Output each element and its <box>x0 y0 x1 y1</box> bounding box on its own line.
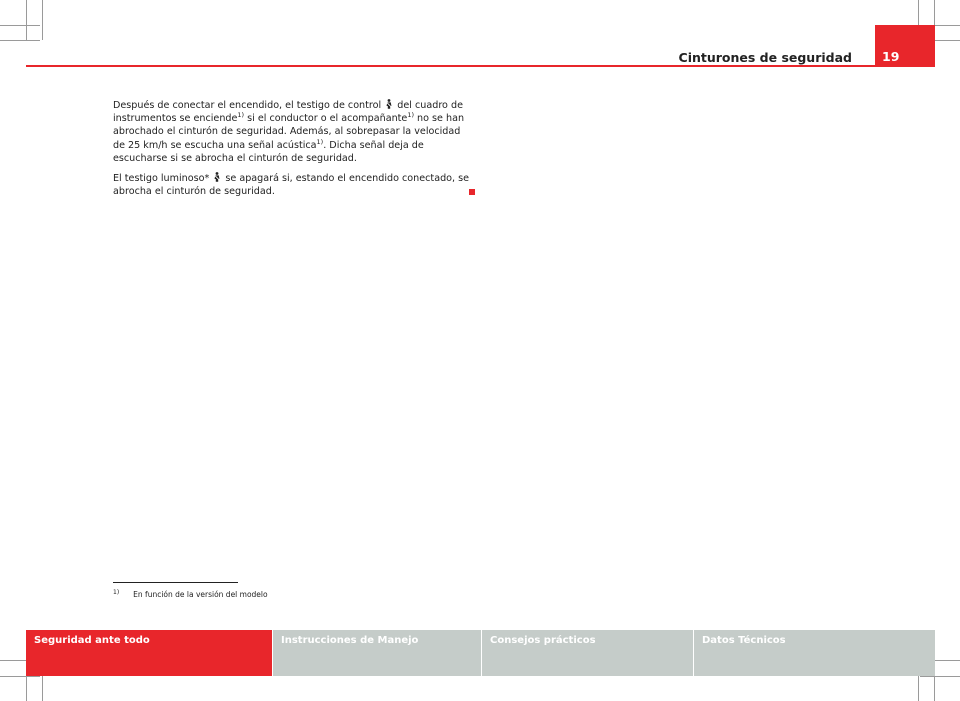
nav-tab-datos[interactable]: Datos Técnicos <box>694 630 935 676</box>
seatbelt-warning-icon <box>213 172 221 182</box>
footnote-mark: 1) <box>113 589 120 596</box>
nav-tab-consejos[interactable]: Consejos prácticos <box>482 630 693 676</box>
section-title: Cinturones de seguridad <box>678 50 852 65</box>
crop-mark <box>920 676 960 677</box>
crop-mark <box>42 0 43 40</box>
text-run: El testigo luminoso* <box>113 173 210 185</box>
header-rule <box>26 65 935 67</box>
footnote-ref: 1) <box>237 111 245 120</box>
text-run: no se han abrochado el cinturón de seguridad. Además, al sobrepasar la velocidad de 25 km/h se escucha una señal acústica <box>113 113 465 151</box>
paragraph <box>113 99 475 165</box>
crop-mark <box>0 25 40 26</box>
footnote-ref: 1) <box>316 137 324 146</box>
page-number: 19 <box>882 49 900 64</box>
body-text <box>113 99 475 205</box>
page-number-tab <box>875 25 935 67</box>
nav-tab-seguridad[interactable]: Seguridad ante todo <box>26 630 272 676</box>
crop-mark <box>26 0 27 40</box>
nav-tab-instrucciones[interactable]: Instrucciones de Manejo <box>273 630 481 676</box>
section-end-mark <box>469 189 475 195</box>
paragraph <box>113 172 475 198</box>
footnote-rule <box>113 582 238 583</box>
text-run: . Dicha señal deja de escucharse si se abrocha el cinturón de seguridad. <box>113 139 424 164</box>
footnote-ref: 1) <box>407 111 414 120</box>
text-run: Después de conectar el encendido, el testigo de control <box>113 100 382 111</box>
footnote <box>113 589 268 599</box>
footnote-text: En función de la versión del modelo <box>133 590 268 599</box>
seatbelt-warning-icon <box>385 99 393 109</box>
crop-mark <box>0 40 40 41</box>
crop-mark <box>0 676 40 677</box>
text-run: del cuadro de instrumentos se enciende <box>113 100 463 125</box>
text-run: si el conductor o el acompañante <box>244 113 408 125</box>
text-run: se apagará si, estando el encendido conectado, se abrocha el cinturón de seguridad. <box>113 173 470 198</box>
